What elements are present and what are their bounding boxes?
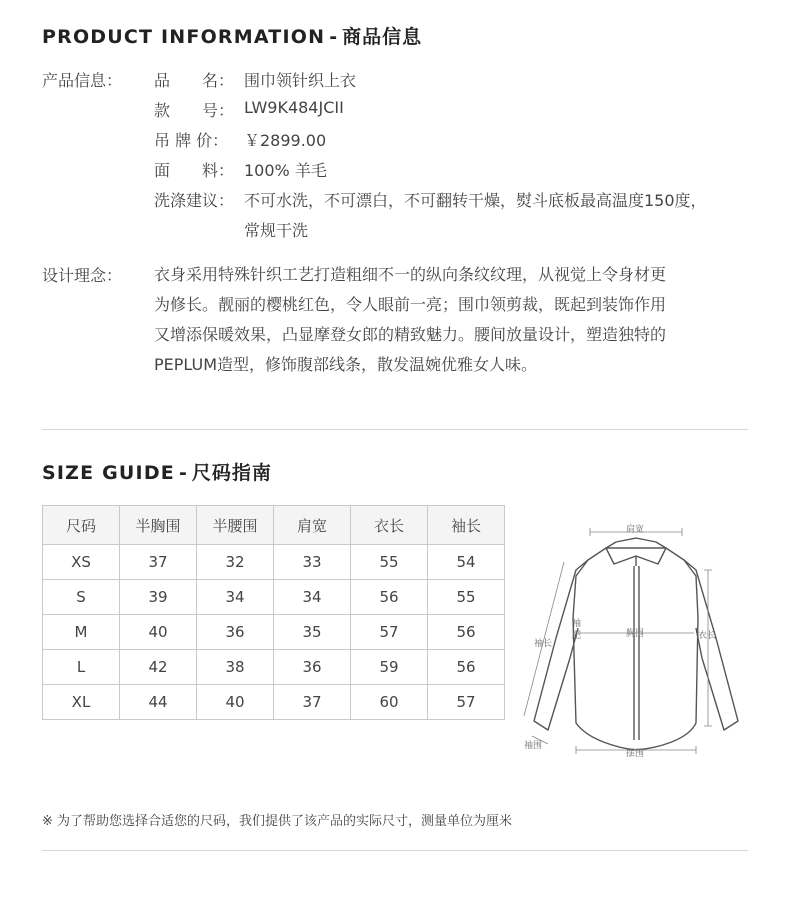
table-cell: S: [43, 580, 120, 615]
design-line: 衣身采用特殊针织工艺打造粗细不一的纵向条纹纹理，从视觉上令身材更: [154, 265, 667, 284]
table-cell: 42: [120, 650, 197, 685]
table-cell: 40: [120, 615, 197, 650]
heading-dash: -: [329, 26, 339, 48]
product-info-label: 产品信息：: [42, 71, 123, 90]
table-cell: 57: [428, 685, 505, 720]
table-cell: 56: [428, 650, 505, 685]
field-style-no-label: 款 号：: [154, 101, 235, 120]
table-cell: M: [43, 615, 120, 650]
field-fabric-label: 面 料：: [154, 161, 235, 180]
shirt-measurement-diagram: [518, 518, 748, 768]
table-cell: 55: [428, 580, 505, 615]
diagram-label-sleeve-width-2: 肥: [572, 631, 582, 641]
table-cell: 34: [197, 580, 274, 615]
size-table-header-row: [43, 506, 505, 545]
table-row: [43, 580, 505, 615]
product-info-heading-cn: 商品信息: [342, 26, 423, 48]
table-row: [43, 615, 505, 650]
table-cell: XS: [43, 545, 120, 580]
size-note: ※ 为了帮助您选择合适您的尺码，我们提供了该产品的实际尺寸，测量单位为厘米: [42, 814, 513, 829]
field-name-label: 品 名：: [154, 71, 235, 90]
table-cell: XL: [43, 685, 120, 720]
diagram-label-chest: 胸围: [626, 629, 645, 639]
field-care-value-cont: 常规干洗: [244, 221, 309, 240]
table-cell: 54: [428, 545, 505, 580]
heading-dash: -: [178, 462, 188, 484]
design-line: 又增添保暖效果，凸显摩登女郎的精致魅力。腰间放量设计，塑造独特的: [154, 325, 667, 344]
field-fabric-value: 100% 羊毛: [244, 161, 327, 180]
diagram-label-sleeve: 袖长: [534, 639, 553, 649]
table-cell: 34: [274, 580, 351, 615]
size-guide-heading: [42, 458, 272, 485]
header-half-waist: 半腰围: [197, 506, 274, 545]
diagram-label-length: 衣长: [698, 631, 717, 641]
table-cell: 37: [120, 545, 197, 580]
table-cell: 60: [351, 685, 428, 720]
header-length: 衣长: [351, 506, 428, 545]
design-concept-text: [154, 260, 754, 380]
diagram-label-hem: 摆围: [626, 749, 645, 759]
field-name-value: 围巾领针织上衣: [244, 71, 357, 90]
table-cell: 57: [351, 615, 428, 650]
diagram-label-sleeve-width-1: 袖: [572, 619, 582, 629]
table-cell: 33: [274, 545, 351, 580]
table-row: [43, 650, 505, 685]
bottom-divider: [42, 850, 748, 851]
table-row: [43, 685, 505, 720]
table-cell: 36: [197, 615, 274, 650]
table-cell: 38: [197, 650, 274, 685]
field-style-no-value: LW9K484JCII: [244, 98, 344, 117]
header-half-chest: 半胸围: [120, 506, 197, 545]
header-shoulder: 肩宽: [274, 506, 351, 545]
table-row: [43, 545, 505, 580]
table-cell: 37: [274, 685, 351, 720]
table-cell: 56: [428, 615, 505, 650]
table-cell: 55: [351, 545, 428, 580]
product-info-heading: [42, 22, 422, 49]
section-divider: [42, 429, 748, 430]
product-info-heading-en: PRODUCT INFORMATION: [42, 26, 326, 48]
table-cell: 35: [274, 615, 351, 650]
table-cell: 59: [351, 650, 428, 685]
header-sleeve: 袖长: [428, 506, 505, 545]
size-guide-heading-cn: 尺码指南: [191, 462, 272, 484]
diagram-label-cuff: 袖围: [524, 741, 543, 751]
table-cell: 40: [197, 685, 274, 720]
header-size: 尺码: [43, 506, 120, 545]
table-cell: 44: [120, 685, 197, 720]
design-line: PEPLUM造型，修饰腹部线条，散发温婉优雅女人味。: [154, 355, 538, 374]
design-concept-label: 设计理念：: [42, 266, 123, 285]
field-care-label: 洗涤建议：: [154, 191, 235, 210]
table-cell: 56: [351, 580, 428, 615]
field-price-label: 吊 牌 价：: [154, 131, 229, 150]
design-line: 为修长。靓丽的樱桃红色，令人眼前一亮；围巾领剪裁，既起到装饰作用: [154, 295, 667, 314]
size-table: [42, 505, 505, 720]
table-cell: 32: [197, 545, 274, 580]
diagram-label-shoulder: 肩宽: [626, 525, 645, 535]
table-cell: 39: [120, 580, 197, 615]
field-price-value: ￥2899.00: [244, 131, 327, 150]
field-care-value: 不可水洗，不可漂白，不可翻转干燥，熨斗底板最高温度150度，: [244, 191, 707, 210]
size-guide-heading-en: SIZE GUIDE: [42, 462, 175, 484]
table-cell: 36: [274, 650, 351, 685]
table-cell: L: [43, 650, 120, 685]
